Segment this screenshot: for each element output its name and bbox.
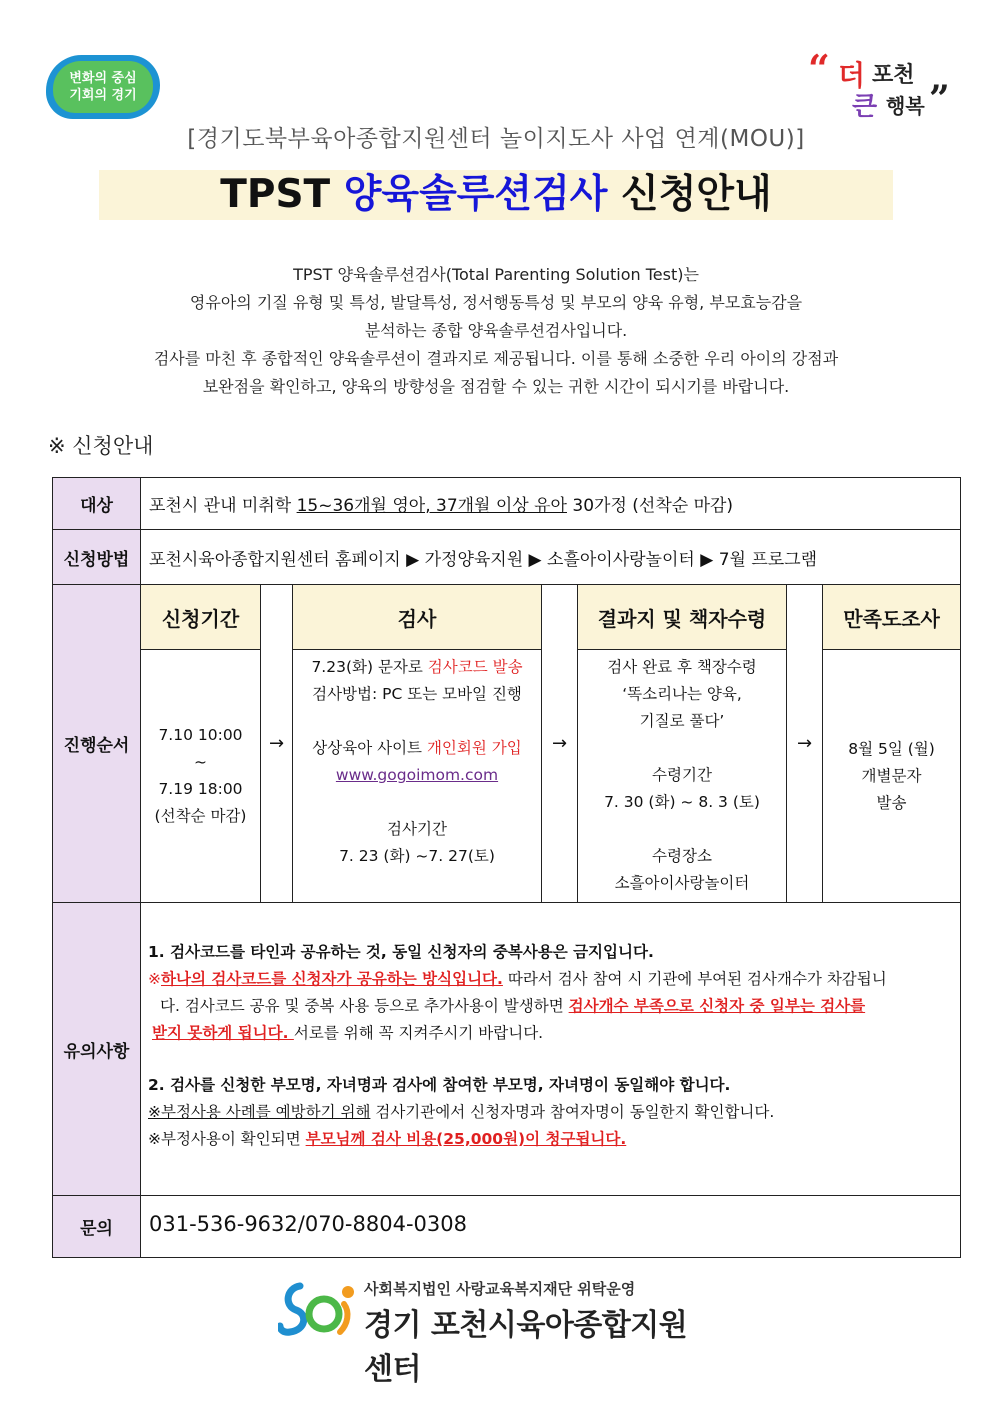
step2-head: 검사 (292, 584, 542, 650)
step3-line: 검사 완료 후 책장수령 (607, 658, 757, 676)
gyeonggi-logo (46, 55, 164, 121)
intro-line: 검사를 마친 후 종합적인 양육솔루션이 결과지로 제공됩니다. 이를 통해 소중한 우리 아이의 강점과 (153, 349, 839, 368)
note1-text2: 다. 검사코드 공유 및 중복 사용 등으로 추가사용이 발생하면 (160, 997, 569, 1015)
page-title (99, 170, 893, 220)
step1-line: 7.19 18:00 (158, 780, 243, 798)
step2-l3-pre: 상상육아 사이트 (312, 739, 427, 757)
section-title: ※ 신청안내 (48, 434, 154, 458)
arrow-1: → (260, 584, 293, 903)
target-label: 대상 (52, 477, 141, 530)
step2-l1-red: 검사코드 발송 (427, 658, 523, 676)
note1-red2b: 받지 못하게 됩니다. (152, 1024, 294, 1042)
step3-body (577, 649, 787, 903)
step4-head: 만족도조사 (822, 584, 961, 650)
method-label: 신청방법 (52, 529, 141, 585)
footer-center-name: 경기 포천시육아종합지원센터 (364, 1308, 688, 1387)
center-logo-icon (278, 1278, 358, 1338)
step1-head: 신청기간 (140, 584, 261, 650)
intro-paragraph (0, 261, 992, 401)
step3-line: 수령기간 (652, 766, 712, 784)
step3-line: 수령장소 (652, 847, 712, 865)
logo-keun: 큰 (852, 92, 878, 122)
intro-line: 분석하는 종합 양육솔루션검사입니다. (364, 321, 628, 340)
step2-body (292, 649, 542, 903)
step2-l1-pre: 7.23(화) 문자로 (311, 658, 428, 676)
logo-open-quote: “ (808, 46, 830, 91)
method-value: 포천시육아종합지원센터 홈페이지 ▶ 가정양육지원 ▶ 소흘아이사랑놀이터 ▶ 7월 프로그램 (149, 550, 818, 570)
step1-line: 7.10 10:00 (158, 726, 243, 744)
step2-line3 (312, 735, 521, 762)
note2-line1 (148, 1099, 958, 1126)
note2-l1-underlined: ※부정사용 사례를 예방하기 위해 (148, 1103, 371, 1121)
step2-line5: 검사기간 (387, 820, 447, 838)
note1-line3 (148, 1020, 958, 1047)
subtitle: [경기도북부육아종합지원센터 놀이지도사 사업 연계(MOU)] (187, 126, 805, 152)
intro-line: TPST 양육솔루션검사(Total Parenting Solution Test)는 (293, 265, 699, 284)
target-pre: 포천시 관내 미취학 (149, 496, 297, 516)
footer-logo (278, 1276, 708, 1387)
note2-l2-pre: ※부정사용이 확인되면 (148, 1130, 306, 1148)
logo-close-quote: ” (929, 78, 950, 120)
arrow-2: → (541, 584, 578, 903)
note1-red2a: 검사개수 부족으로 신청자 중 일부는 검사를 (568, 997, 866, 1015)
title-part1: TPST (220, 172, 344, 217)
note2-line2 (148, 1126, 958, 1153)
step4-line: 8월 5일 (월) (848, 739, 935, 758)
step3-line: 소흘아이사랑놀이터 (614, 874, 750, 892)
method-cell (140, 529, 961, 585)
step2-line2: 검사방법: PC 또는 모바일 진행 (312, 685, 522, 703)
step1-line: ~ (194, 753, 207, 771)
note1-text3: 서로를 위해 꼭 지켜주시기 바랍니다. (293, 1024, 544, 1042)
step3-head: 결과지 및 책자수령 (577, 584, 787, 650)
contact-label: 문의 (52, 1195, 141, 1258)
gogoimom-link[interactable]: www.gogoimom.com (335, 766, 499, 784)
note2-title: 2. 검사를 신청한 부모명, 자녀명과 검사에 참여한 부모명, 자녀명이 동일해야 합니다. (148, 1076, 731, 1094)
logo-haengbok: 행복 (886, 94, 925, 118)
step2-line1 (311, 654, 522, 681)
step4-body (822, 649, 961, 903)
note2-l1-rest: 검사기관에서 신청자명과 참여자명이 동일한지 확인합니다. (370, 1103, 775, 1121)
target-underlined: 15~36개월 영아, 37개월 이상 유아 (296, 496, 567, 516)
step3-line: ‘똑소리나는 양육, (622, 685, 742, 703)
logo-left-line1: 변화의 중심 (69, 71, 137, 86)
target-cell (140, 477, 961, 530)
title-part3: 신청안내 (607, 172, 772, 217)
process-label: 진행순서 (52, 584, 141, 903)
notes-label: 유의사항 (52, 902, 141, 1196)
footer-small-text: 사회복지법인 사랑교육복지재단 위탁운영 (364, 1280, 636, 1298)
contact-value: 031-536-9632/070-8804-0308 (149, 1212, 467, 1236)
logo-pocheon: 포천 (872, 63, 915, 88)
note2-l2-red: 부모님께 검사 비용(25,000원)이 청구됩니다. (305, 1130, 627, 1148)
info-table (52, 477, 961, 1258)
step4-line: 발송 (876, 793, 907, 812)
arrow-3: → (786, 584, 823, 903)
note1-title: 1. 검사코드를 타인과 공유하는 것, 동일 신청자의 중복사용은 금지입니다. (148, 943, 654, 961)
step1-line: (선착순 마감) (154, 807, 247, 825)
note1-mark: ※ (148, 970, 161, 988)
intro-line: 영유아의 기질 유형 및 특성, 발달특성, 정서행동특성 및 부모의 양육 유형, 부모효능감을 (189, 293, 803, 312)
logo-left-line2: 기회의 경기 (69, 88, 137, 103)
target-post: 30가정 (선착순 마감) (566, 496, 734, 516)
step4-line: 개별문자 (861, 766, 922, 785)
pocheon-logo (808, 46, 953, 122)
step2-line6: 7. 23 (화) ~7. 27(토) (339, 847, 495, 865)
note1-line1 (148, 966, 958, 993)
title-part2: 양육솔루션검사 (343, 172, 608, 217)
contact-cell (140, 1195, 961, 1258)
note1-line2 (148, 993, 958, 1020)
step3-line: 7. 30 (화) ~ 8. 3 (토) (604, 793, 760, 811)
note1-text1: 따라서 검사 참여 시 기관에 부여된 검사개수가 차감됩니 (502, 970, 887, 988)
notes-content (148, 939, 958, 1153)
step1-body (140, 649, 261, 903)
target-value (149, 491, 733, 516)
step3-line: 기질로 풀다’ (639, 712, 725, 730)
logo-deo: 더 (838, 59, 866, 92)
intro-line: 보완점을 확인하고, 양육의 방향성을 점검할 수 있는 귀한 시간이 되시기를 바랍니다. (202, 377, 790, 396)
step2-l3-red: 개인회원 가입 (426, 739, 522, 757)
note1-red: 하나의 검사코드를 신청자가 공유하는 방식입니다. (161, 970, 503, 988)
